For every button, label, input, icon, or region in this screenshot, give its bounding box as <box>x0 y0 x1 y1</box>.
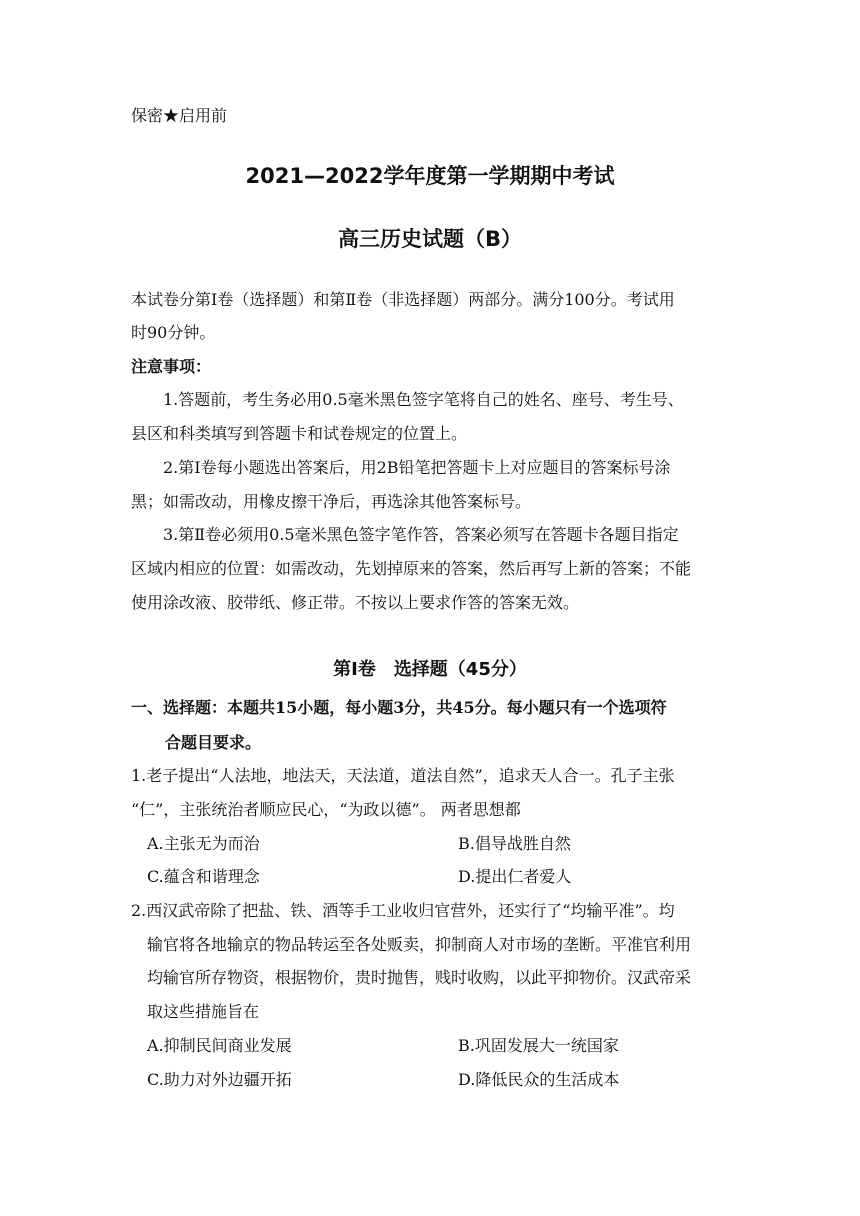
section-instruction-line-1: 一、选择题：本题共15小题，每小题3分，共45分。每小题只有一个选项符 <box>131 698 667 717</box>
section-title-subtitle: 选择题（45分） <box>393 659 527 680</box>
note-3-line-2: 区域内相应的位置：如需改动，先划掉原来的答案，然后再写上新的答案；不能 <box>131 559 692 578</box>
note-1-line-1: 1.答题前，考生务必用0.5毫米黑色签字笔将自己的姓名、座号、考生号、 <box>163 390 684 409</box>
question-2-stem-line-4: 取这些措施旨在 <box>147 1002 260 1021</box>
exam-title: 2021—2022学年度第一学期期中考试 <box>245 164 615 188</box>
note-3-line-3: 使用涂改液、胶带纸、修正带。不按以上要求作答的答案无效。 <box>131 593 580 612</box>
section-title-part: 第Ⅰ卷 <box>333 659 376 680</box>
question-1-option-c: C.蕴含和谐理念 <box>147 867 260 886</box>
question-1-stem-line-2: “仁”，主张统治者顺应民心，“为政以德”。 两者思想都 <box>131 800 521 819</box>
question-1-option-d: D.提出仁者爱人 <box>458 867 572 886</box>
question-2-option-c: C.助力对外边疆开拓 <box>147 1070 292 1089</box>
question-1-option-b: B.倡导战胜自然 <box>458 834 571 853</box>
question-1-option-a: A.主张无为而治 <box>147 834 260 853</box>
note-2-line-1: 2.第Ⅰ卷每小题选出答案后，用2B铅笔把答题卡上对应题目的答案标号涂 <box>163 458 671 477</box>
intro-line-1: 本试卷分第Ⅰ卷（选择题）和第Ⅱ卷（非选择题）两部分。满分100分。考试用 <box>131 290 675 309</box>
question-1-stem-line-1: 1.老子提出“人法地，地法天，天法道，道法自然”，追求天人合一。孔子主张 <box>131 766 675 785</box>
section-title <box>0 655 860 681</box>
question-2-option-a: A.抑制民间商业发展 <box>147 1036 292 1055</box>
question-2-stem-line-2: 输官将各地输京的物品转运至各处贩卖，抑制商人对市场的垄断。平准官利用 <box>147 935 692 954</box>
question-2-option-b: B.巩固发展大一统国家 <box>458 1036 619 1055</box>
note-3-line-1: 3.第Ⅱ卷必须用0.5毫米黑色签字笔作答，答案必须写在答题卡各题目指定 <box>163 525 679 544</box>
exam-subtitle: 高三历史试题（B） <box>337 227 522 251</box>
notes-heading: 注意事项： <box>131 357 212 376</box>
section-instruction-line-2: 合题目要求。 <box>165 733 262 752</box>
intro-line-2: 时90分钟。 <box>131 323 216 342</box>
note-2-line-2: 黑；如需改动，用橡皮擦干净后，再选涂其他答案标号。 <box>131 492 532 511</box>
question-2-stem-line-1: 2.西汉武帝除了把盐、铁、酒等手工业收归官营外，还实行了“均输平准”。均 <box>131 901 675 920</box>
confidential-label: 保密★启用前 <box>131 106 228 125</box>
question-2-stem-line-3: 均输官所存物资，根据物价，贵时抛售，贱时收购，以此平抑物价。汉武帝采 <box>147 968 692 987</box>
question-2-option-d: D.降低民众的生活成本 <box>458 1070 620 1089</box>
note-1-line-2: 县区和科类填写到答题卡和试卷规定的位置上。 <box>131 424 468 443</box>
